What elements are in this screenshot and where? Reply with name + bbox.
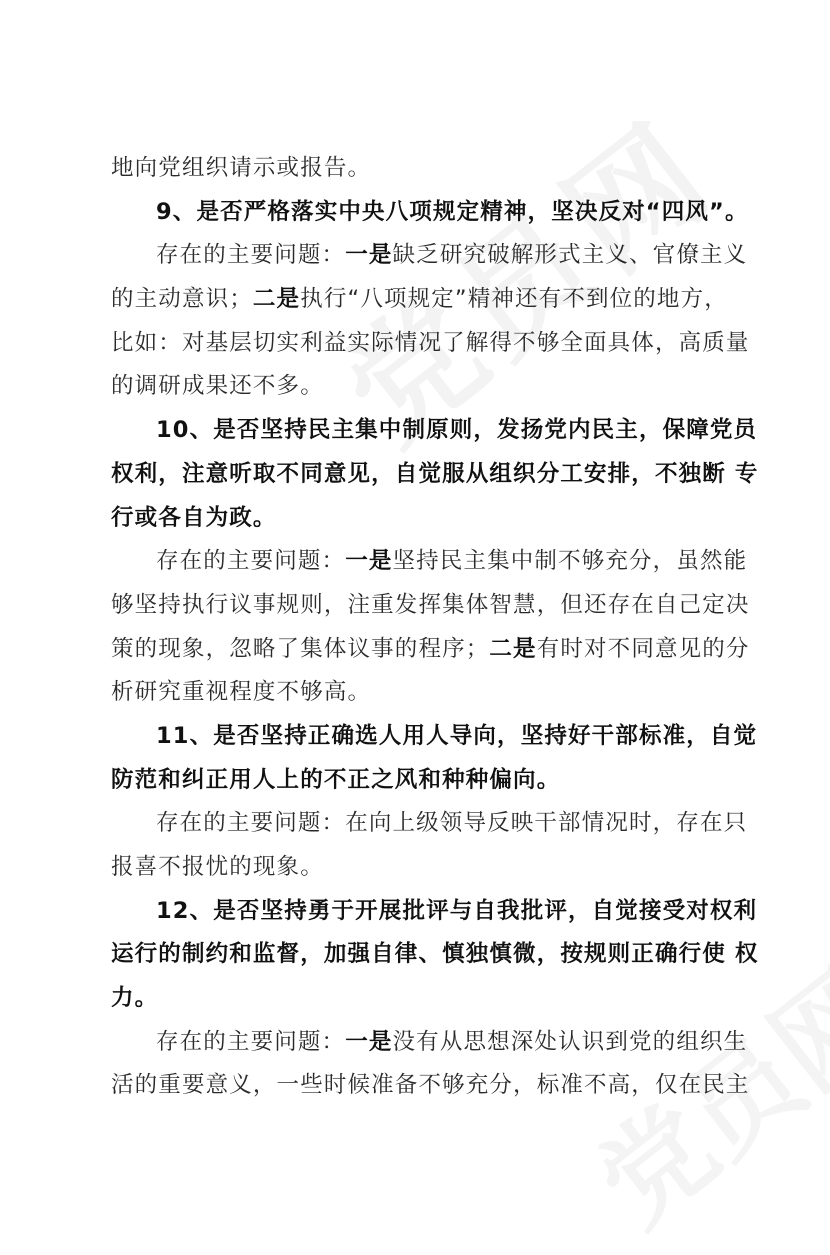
heading-line — [111, 191, 749, 235]
text-segment: 执行“八项规定”精神还有不到位的地方， — [300, 286, 728, 313]
text-segment: 报喜不报忧的现象。 — [111, 854, 324, 880]
text-segment: 没有从思想深处认识到党的组织生 — [392, 1028, 748, 1055]
paragraph-line — [111, 234, 748, 278]
heading-line — [111, 977, 727, 1021]
paragraph-line — [111, 278, 727, 322]
paragraph-line — [111, 802, 748, 846]
text-segment: 存在的主要问题： — [156, 548, 346, 575]
paragraph-line — [111, 584, 750, 628]
text-segment: 力。 — [111, 985, 159, 1012]
text-segment: 的调研成果还不多。 — [111, 373, 324, 400]
heading-line — [111, 933, 759, 977]
text-segment: 防范和纠正用人上的不正之风和种种偏向。 — [111, 766, 561, 793]
text-segment: 坚持民主集中制不够充分，虽然能 — [392, 548, 748, 575]
paragraph-line — [111, 322, 750, 366]
text-segment: 够坚持执行议事规则，注重发挥集体智慧，但还存在自己定决 — [111, 591, 750, 618]
paragraph-line — [111, 628, 750, 672]
text-segment: 行或各自为政。 — [111, 504, 277, 531]
text-segment: 缺乏研究破解形式主义、官僚主义 — [392, 242, 748, 269]
text-segment: 析研究重视程度不够高。 — [111, 679, 372, 706]
heading-line — [111, 759, 727, 803]
paragraph-line — [111, 365, 727, 409]
document-body — [111, 147, 759, 1108]
paragraph-line — [111, 671, 727, 715]
paragraph-line — [111, 147, 727, 191]
heading-line — [111, 890, 758, 934]
emphasis-text: 一是 — [345, 548, 393, 575]
emphasis-text: 一是 — [345, 1028, 393, 1055]
text-segment: 地向党组织请示或报告。 — [111, 155, 372, 181]
text-segment: 12、是否坚持勇于开展批评与自我批评，自觉接受对权利 — [156, 897, 758, 924]
text-segment: 11、是否坚持正确选人用人导向，坚持好干部标准，自觉 — [156, 722, 758, 749]
text-segment: 的主动意识； — [111, 286, 253, 313]
text-segment: 10、是否坚持民主集中制原则，发扬党内民主，保障党员 — [156, 417, 758, 444]
emphasis-text: 二是 — [252, 286, 301, 313]
emphasis-text: 一是 — [345, 242, 393, 269]
heading-line — [111, 453, 759, 497]
text-segment: 9、是否严格落实中央八项规定精神，坚决反对“四风”。 — [156, 198, 749, 225]
paragraph-line — [111, 1021, 748, 1065]
text-segment: 存在的主要问题：在向上级领导反映干部情况时，存在只 — [156, 810, 748, 837]
text-segment: 活的重要意义，一些时候准备不够充分，标准不高，仅在民主 — [111, 1072, 750, 1099]
text-segment: 有时对不同意见的分 — [536, 635, 750, 662]
text-segment: 存在的主要问题： — [156, 1028, 346, 1055]
heading-line — [111, 409, 758, 453]
heading-line — [111, 497, 727, 541]
text-segment: 权利，注意听取不同意见，自觉服从组织分工安排，不独断 专 — [111, 460, 759, 487]
text-segment: 运行的制约和监督，加强自律、慎独慎微，按规则正确行使 权 — [111, 941, 759, 968]
text-segment: 策的现象，忽略了集体议事的程序； — [111, 635, 490, 662]
heading-line — [111, 715, 758, 759]
emphasis-text: 二是 — [489, 635, 537, 662]
paragraph-line — [111, 540, 748, 584]
paragraph-line — [111, 1064, 750, 1108]
paragraph-line — [111, 846, 727, 890]
text-segment: 存在的主要问题： — [156, 242, 346, 269]
text-segment: 比如：对基层切实利益实际情况了解得不够全面具体，高质量 — [111, 329, 750, 356]
